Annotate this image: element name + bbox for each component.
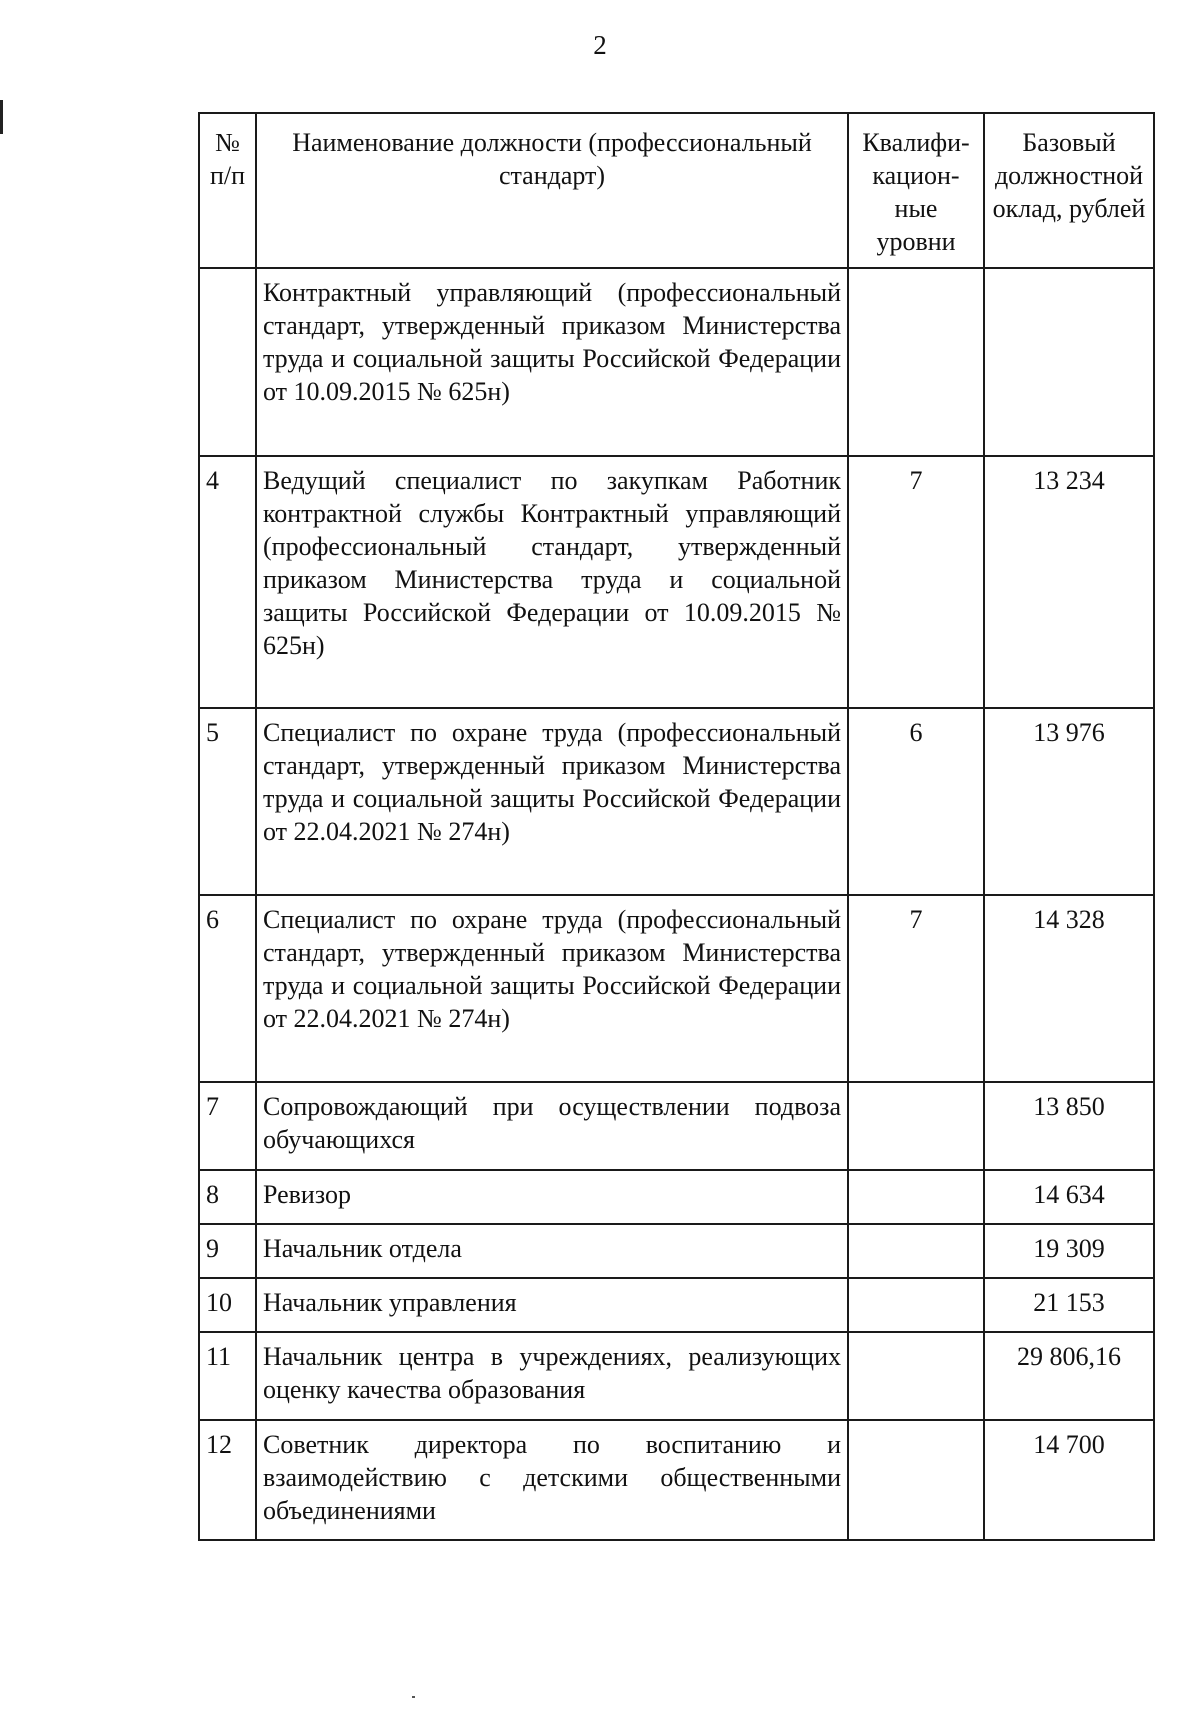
row-qualification-level (848, 1332, 984, 1420)
row-num: 6 (199, 895, 256, 1082)
row-position-name: Контрактный управляющий (профессиональный стандарт, утвержденный приказом Министерства труда и социальной защиты Российской Федерации от 10.09.2015 № 625н) (256, 268, 848, 456)
table-row (199, 456, 1154, 708)
table-row (199, 708, 1154, 895)
row-qualification-level (848, 1420, 984, 1540)
row-qualification-level: 7 (848, 895, 984, 1082)
header-level: Квалифи-кацион-ные уровни (848, 113, 984, 268)
row-num: 5 (199, 708, 256, 895)
row-position-name: Сопровождающий при осуществлении подвоза обучающихся (256, 1082, 848, 1170)
row-num: 10 (199, 1278, 256, 1332)
row-base-salary: 21 153 (984, 1278, 1154, 1332)
row-position-name: Ревизор (256, 1170, 848, 1224)
row-num: 11 (199, 1332, 256, 1420)
scan-speck (412, 1696, 415, 1698)
row-base-salary: 19 309 (984, 1224, 1154, 1278)
row-base-salary: 13 850 (984, 1082, 1154, 1170)
row-num (199, 268, 256, 456)
row-base-salary (984, 268, 1154, 456)
row-base-salary: 14 328 (984, 895, 1154, 1082)
header-row (199, 113, 1154, 268)
row-base-salary: 14 634 (984, 1170, 1154, 1224)
table-row (199, 1420, 1154, 1540)
table-row (199, 1082, 1154, 1170)
row-qualification-level: 6 (848, 708, 984, 895)
positions-table (198, 112, 1155, 1541)
header-salary: Базовый должностной оклад, рублей (984, 113, 1154, 268)
table-row (199, 268, 1154, 456)
table-row (199, 1278, 1154, 1332)
table-header (199, 113, 1154, 268)
row-position-name: Начальник центра в учреждениях, реализующих оценку качества образования (256, 1332, 848, 1420)
row-qualification-level (848, 268, 984, 456)
row-qualification-level (848, 1224, 984, 1278)
row-num: 9 (199, 1224, 256, 1278)
row-base-salary: 13 234 (984, 456, 1154, 708)
row-position-name: Специалист по охране труда (профессиональный стандарт, утвержденный приказом Министерства труда и социальной защиты Российской Федерации от 22.04.2021 № 274н) (256, 895, 848, 1082)
row-num: 4 (199, 456, 256, 708)
table-row (199, 895, 1154, 1082)
header-num: № п/п (199, 113, 256, 268)
row-num: 7 (199, 1082, 256, 1170)
row-num: 12 (199, 1420, 256, 1540)
table-row (199, 1224, 1154, 1278)
row-qualification-level (848, 1278, 984, 1332)
row-position-name: Начальник управления (256, 1278, 848, 1332)
table-row (199, 1170, 1154, 1224)
row-base-salary: 13 976 (984, 708, 1154, 895)
row-position-name: Советник директора по воспитанию и взаимодействию с детскими общественными объединениями (256, 1420, 848, 1540)
page-number: 2 (593, 30, 607, 60)
scan-edge-mark (0, 100, 3, 134)
header-name: Наименование должности (профессиональный стандарт) (256, 113, 848, 268)
row-position-name: Начальник отдела (256, 1224, 848, 1278)
row-qualification-level (848, 1170, 984, 1224)
row-num: 8 (199, 1170, 256, 1224)
row-position-name: Специалист по охране труда (профессиональный стандарт, утвержденный приказом Министерства труда и социальной защиты Российской Федерации от 22.04.2021 № 274н) (256, 708, 848, 895)
row-base-salary: 14 700 (984, 1420, 1154, 1540)
row-base-salary: 29 806,16 (984, 1332, 1154, 1420)
row-qualification-level (848, 1082, 984, 1170)
table-body (199, 268, 1154, 1540)
table-row (199, 1332, 1154, 1420)
row-qualification-level: 7 (848, 456, 984, 708)
row-position-name: Ведущий специалист по закупкам Работник контрактной службы Контрактный управляющий (профессиональный стандарт, утвержденный приказом Министерства труда и социальной защиты Российской Федерации от 10.09.2015 № 625н) (256, 456, 848, 708)
